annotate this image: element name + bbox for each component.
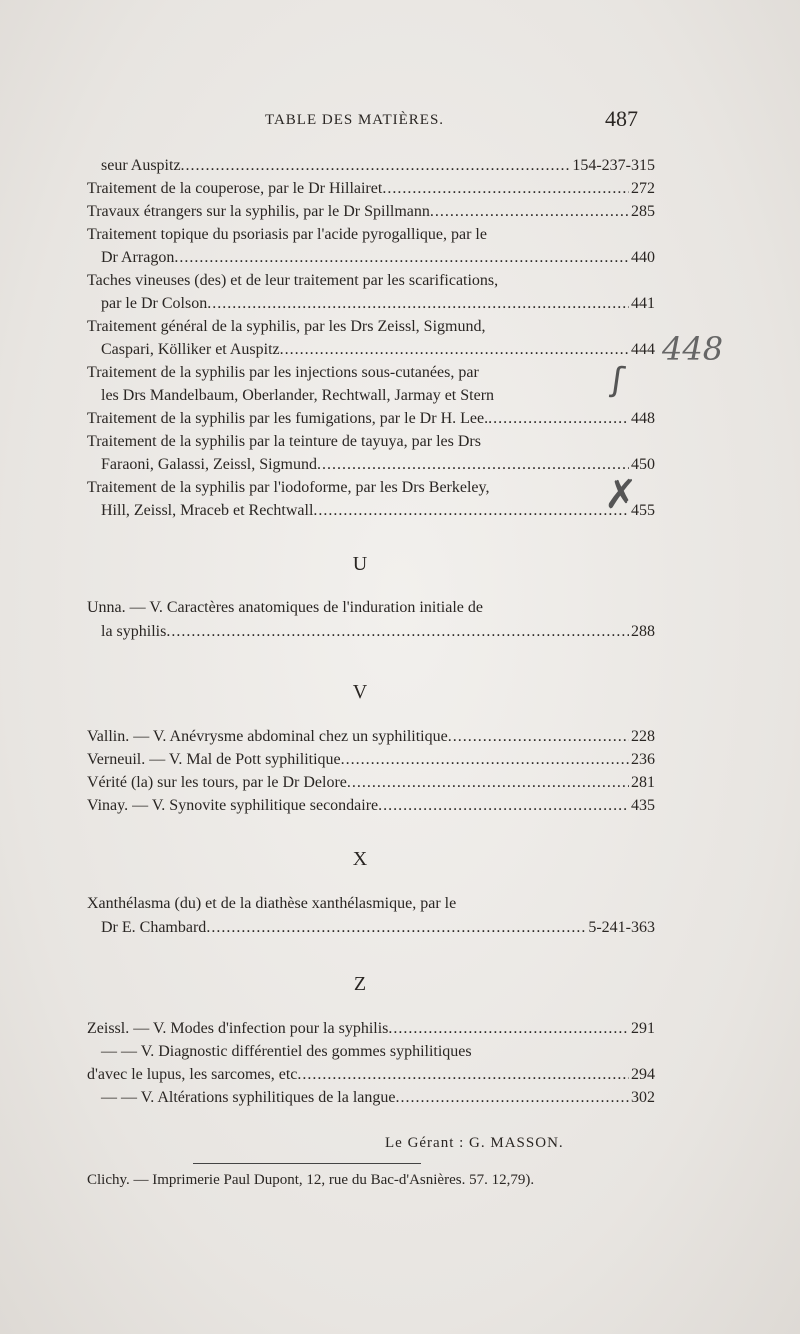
entry-page: 236 <box>631 751 655 768</box>
index-entry-line <box>101 154 655 177</box>
entry-text: seur Auspitz <box>101 157 181 174</box>
index-entry-line <box>87 269 655 292</box>
index-entry-line <box>101 338 655 361</box>
dot-leader <box>297 1063 629 1086</box>
entry-page: 435 <box>631 797 655 814</box>
entry-text: Faraoni, Galassi, Zeissl, Sigmund <box>101 456 317 473</box>
footer-rule <box>193 1163 421 1164</box>
entry-text: Taches vineuses (des) et de leur traitement par les scarifications, <box>87 272 499 289</box>
dot-leader <box>378 794 629 817</box>
index-entry-line <box>101 916 655 939</box>
entry-page: 285 <box>631 203 655 220</box>
entry-page: 281 <box>631 774 655 791</box>
entry-text: Vallin. — V. Anévrysme abdominal chez un syphilitique <box>87 728 448 745</box>
dot-leader <box>174 246 629 269</box>
entry-text: Travaux étrangers sur la syphilis, par le Dr Spillmann <box>87 203 430 220</box>
entry-page: 455 <box>631 502 655 519</box>
page-number: 487 <box>605 106 638 131</box>
section-letter: U <box>352 553 368 575</box>
dot-leader <box>207 292 629 315</box>
entry-text: Verneuil. — V. Mal de Pott syphilitique <box>87 751 341 768</box>
index-entry-line <box>87 771 655 794</box>
entry-text: Vinay. — V. Synovite syphilitique secondaire <box>87 797 379 814</box>
dot-leader <box>347 771 629 794</box>
entry-text: Caspari, Kölliker et Auspitz <box>101 341 280 358</box>
pencil-cross-mark: ✗ <box>604 472 638 518</box>
dot-leader <box>382 177 629 200</box>
dot-leader <box>317 453 629 476</box>
index-entry-line <box>87 1017 655 1040</box>
running-header: TABLE DES MATIÈRES. <box>265 112 445 128</box>
printer-imprint: Clichy. — Imprimerie Paul Dupont, 12, rue du Bac-d'Asnières. 57. 12,79). <box>87 1172 535 1188</box>
entry-text: d'avec le lupus, les sarcomes, etc <box>87 1066 298 1083</box>
index-entry-line <box>87 748 655 771</box>
entry-page: 288 <box>631 623 655 640</box>
entry-page: 294 <box>631 1066 655 1083</box>
entry-text: les Drs Mandelbaum, Oberlander, Rechtwall, Jarmay et Stern <box>101 387 495 404</box>
dot-leader <box>488 407 629 430</box>
entry-page: 441 <box>631 295 655 312</box>
section-letter: Z <box>353 973 367 995</box>
entry-text: Unna. — V. Caractères anatomiques de l'induration initiale de <box>87 599 483 616</box>
handwritten-correction: 448 <box>662 330 724 368</box>
entry-text: Zeissl. — V. Modes d'infection pour la syphilis <box>87 1020 389 1037</box>
index-entry-line <box>101 246 655 269</box>
index-entry-line <box>87 430 655 453</box>
index-entry-line <box>87 407 655 430</box>
entry-page: 272 <box>631 180 655 197</box>
entry-text: Xanthélasma (du) et de la diathèse xanthélasmique, par le <box>87 895 457 912</box>
entry-text: Traitement de la syphilis par les injections sous-cutanées, par <box>87 364 479 381</box>
index-entry-line <box>87 476 655 499</box>
gerant-signature: Le Gérant : G. MASSON. <box>385 1135 564 1151</box>
dot-leader <box>341 748 629 771</box>
index-entry-line <box>87 892 655 915</box>
index-entry-line <box>87 1063 655 1086</box>
entry-text: Hill, Zeissl, Mraceb et Rechtwall <box>101 502 314 519</box>
entry-text: Traitement de la syphilis par la teinture de tayuya, par les Drs <box>87 433 481 450</box>
entry-page: 5-241-363 <box>588 919 655 936</box>
index-entry-line <box>87 361 655 384</box>
index-entry-line <box>87 177 655 200</box>
index-entry-line <box>101 620 655 643</box>
entry-page: 291 <box>631 1020 655 1037</box>
dot-leader <box>166 620 629 643</box>
dot-leader <box>396 1086 630 1109</box>
entry-page: 154-237-315 <box>572 157 655 174</box>
index-entry-line <box>101 499 655 522</box>
entry-text: Traitement général de la syphilis, par les Drs Zeissl, Sigmund, <box>87 318 486 335</box>
entry-text: Vérité (la) sur les tours, par le Dr Delore <box>87 774 347 791</box>
index-entry-line <box>101 1086 655 1109</box>
dot-leader <box>280 338 629 361</box>
entry-text: Dr E. Chambard <box>101 919 207 936</box>
entry-page: 302 <box>631 1089 655 1106</box>
dot-leader <box>388 1017 629 1040</box>
dot-leader <box>181 154 571 177</box>
index-entry-line <box>101 384 655 407</box>
entry-text: par le Dr Colson <box>101 295 208 312</box>
entry-text: — — V. Altérations syphilitiques de la langue <box>101 1089 396 1106</box>
section-letter: X <box>352 848 368 870</box>
entry-text: Traitement topique du psoriasis par l'acide pyrogallique, par le <box>87 226 487 243</box>
entry-page: 444 <box>631 341 655 358</box>
entry-text: la syphilis <box>101 623 167 640</box>
dot-leader <box>430 200 629 223</box>
index-entry-line <box>101 292 655 315</box>
entry-text: Traitement de la syphilis par les fumigations, par le Dr H. Lee. <box>87 410 489 427</box>
entry-page: 450 <box>631 456 655 473</box>
entry-text: — — V. Diagnostic différentiel des gommes syphilitiques <box>101 1043 472 1060</box>
index-entry-line <box>87 725 655 748</box>
dot-leader <box>206 916 586 939</box>
section-letter: V <box>352 681 368 703</box>
entry-page: 448 <box>631 410 655 427</box>
dot-leader <box>448 725 629 748</box>
entry-page: 228 <box>631 728 655 745</box>
entry-text: Traitement de la syphilis par l'iodoforme, par les Drs Berkeley, <box>87 479 490 496</box>
index-entry-line <box>87 794 655 817</box>
entry-text: Traitement de la couperose, par le Dr Hillairet <box>87 180 383 197</box>
index-entry-line <box>87 596 655 619</box>
index-entry-line <box>87 223 655 246</box>
entry-page: 440 <box>631 249 655 266</box>
index-entry-line <box>87 315 655 338</box>
pencil-correction-mark: ʃ <box>609 359 627 401</box>
index-entry-line <box>101 453 655 476</box>
index-entry-line <box>101 1040 655 1063</box>
index-entry-line <box>87 200 655 223</box>
entry-text: Dr Arragon <box>101 249 175 266</box>
dot-leader <box>313 499 629 522</box>
